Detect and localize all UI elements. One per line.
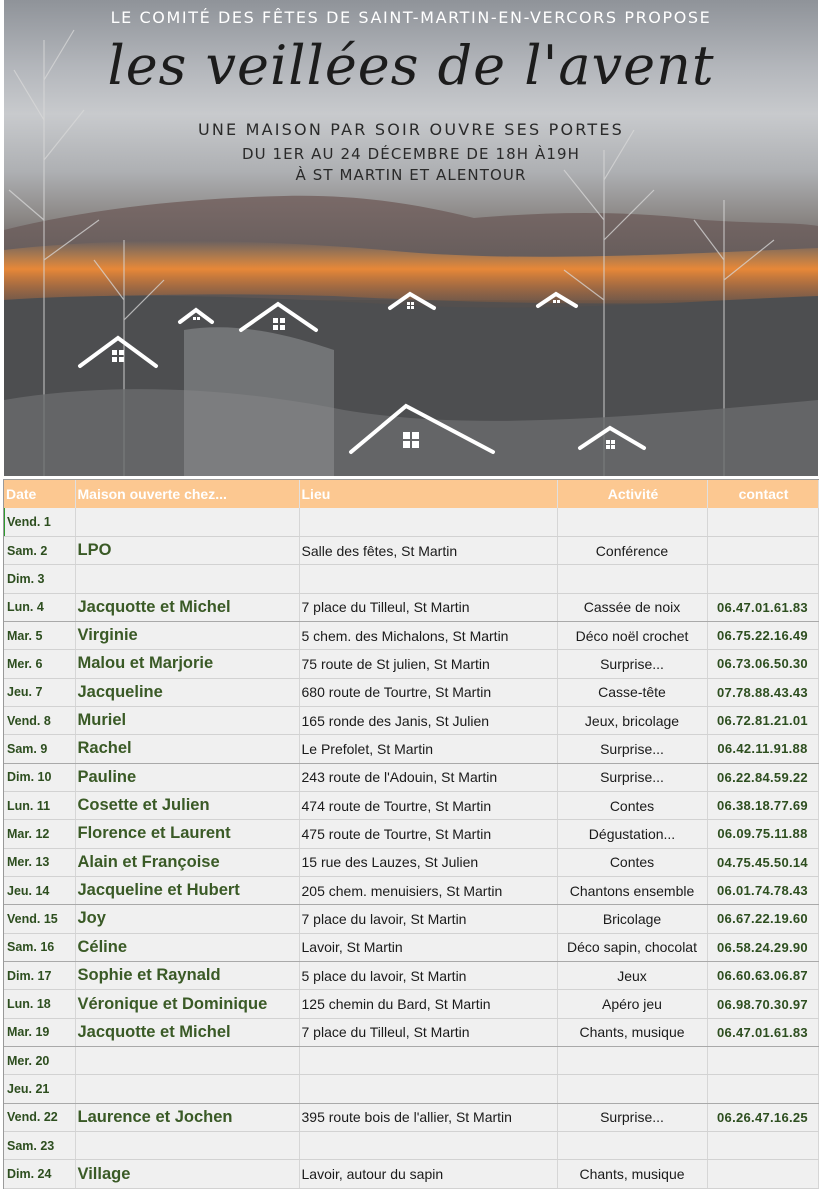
cell-lieu: Lavoir, autour du sapin [299, 1160, 557, 1188]
cell-contact: 06.01.74.78.43 [707, 876, 818, 904]
table-row [4, 876, 818, 904]
cell-activite: Jeux [557, 962, 707, 990]
banner-organizer-line: LE COMITÉ DES FÊTES DE SAINT-MARTIN-EN-VERCORS PROPOSE [110, 8, 712, 27]
cell-lieu: 15 rue des Lauzes, St Julien [299, 848, 557, 876]
table-row [4, 1047, 818, 1075]
cell-contact: 06.47.01.61.83 [707, 1018, 818, 1046]
cell-activite [557, 508, 707, 536]
cell-lieu: 7 place du lavoir, St Martin [299, 905, 557, 933]
cell-maison: Village [75, 1160, 299, 1188]
header-lieu: Lieu [299, 480, 557, 508]
cell-maison: Véronique et Dominique [75, 990, 299, 1018]
cell-lieu [299, 1075, 557, 1103]
cell-date: Lun. 11 [4, 791, 75, 819]
cell-contact [707, 1160, 818, 1188]
table-row [4, 735, 818, 763]
cell-contact: 07.78.88.43.43 [707, 678, 818, 706]
table-row [4, 593, 818, 621]
table-row [4, 990, 818, 1018]
cell-activite [557, 1075, 707, 1103]
cell-lieu: 205 chem. menuisiers, St Martin [299, 876, 557, 904]
table-row [4, 791, 818, 819]
cell-activite: Conférence [557, 536, 707, 564]
table-row [4, 763, 818, 791]
cell-maison: Sophie et Raynald [75, 962, 299, 990]
cell-lieu: 243 route de l'Adouin, St Martin [299, 763, 557, 791]
cell-activite: Chantons ensemble [557, 876, 707, 904]
cell-date: Vend. 22 [4, 1103, 75, 1131]
cell-date: Dim. 3 [4, 565, 75, 593]
cell-lieu: 475 route de Tourtre, St Martin [299, 820, 557, 848]
table-row [4, 565, 818, 593]
table-row [4, 621, 818, 649]
banner-subtitle: UNE MAISON PAR SOIR OUVRE SES PORTES [197, 120, 625, 139]
cell-activite: Surprise... [557, 735, 707, 763]
cell-date: Sam. 16 [4, 933, 75, 961]
cell-date: Sam. 23 [4, 1132, 75, 1160]
cell-maison: Malou et Marjorie [75, 650, 299, 678]
table-row [4, 536, 818, 564]
cell-lieu: 395 route bois de l'allier, St Martin [299, 1103, 557, 1131]
cell-contact [707, 1075, 818, 1103]
cell-activite: Chants, musique [557, 1160, 707, 1188]
cell-date: Dim. 24 [4, 1160, 75, 1188]
cell-lieu: Lavoir, St Martin [299, 933, 557, 961]
table-row [4, 905, 818, 933]
cell-activite: Déco noël crochet [557, 621, 707, 649]
table-row [4, 962, 818, 990]
cell-maison: Florence et Laurent [75, 820, 299, 848]
cell-maison: Pauline [75, 763, 299, 791]
cell-date: Vend. 1 [4, 508, 75, 536]
cell-maison [75, 565, 299, 593]
cell-maison: Cosette et Julien [75, 791, 299, 819]
cell-contact [707, 536, 818, 564]
cell-contact: 06.75.22.16.49 [707, 621, 818, 649]
cell-date: Mer. 13 [4, 848, 75, 876]
cell-lieu [299, 1132, 557, 1160]
cell-activite: Déco sapin, chocolat [557, 933, 707, 961]
table-row [4, 1103, 818, 1131]
cell-lieu: 5 chem. des Michalons, St Martin [299, 621, 557, 649]
cell-maison: Joy [75, 905, 299, 933]
cell-maison [75, 508, 299, 536]
table-row [4, 1075, 818, 1103]
cell-date: Mer. 6 [4, 650, 75, 678]
cell-date: Jeu. 21 [4, 1075, 75, 1103]
table-row [4, 848, 818, 876]
cell-contact: 06.73.06.50.30 [707, 650, 818, 678]
cell-date: Jeu. 7 [4, 678, 75, 706]
cell-maison [75, 1047, 299, 1075]
table-row [4, 678, 818, 706]
cell-activite: Dégustation... [557, 820, 707, 848]
cell-activite: Chants, musique [557, 1018, 707, 1046]
cell-activite: Bricolage [557, 905, 707, 933]
cell-lieu [299, 508, 557, 536]
cell-maison: Virginie [75, 621, 299, 649]
cell-contact: 06.98.70.30.97 [707, 990, 818, 1018]
cell-date: Dim. 17 [4, 962, 75, 990]
banner-dates: DU 1ER AU 24 DÉCEMBRE DE 18H À19H [241, 145, 581, 163]
cell-date: Mar. 19 [4, 1018, 75, 1046]
cell-contact [707, 565, 818, 593]
cell-maison: Jacqueline [75, 678, 299, 706]
cell-maison: Jacquotte et Michel [75, 1018, 299, 1046]
cell-contact [707, 508, 818, 536]
cell-maison: Alain et Françoise [75, 848, 299, 876]
cell-activite: Surprise... [557, 1103, 707, 1131]
cell-maison: Jacquotte et Michel [75, 593, 299, 621]
cell-activite [557, 1132, 707, 1160]
cell-maison: Muriel [75, 706, 299, 734]
cell-maison: LPO [75, 536, 299, 564]
cell-contact: 06.38.18.77.69 [707, 791, 818, 819]
cell-maison: Rachel [75, 735, 299, 763]
cell-activite [557, 1047, 707, 1075]
table-row [4, 1018, 818, 1046]
header-maison: Maison ouverte chez... [75, 480, 299, 508]
header-date: Date [4, 480, 75, 508]
cell-contact: 06.72.81.21.01 [707, 706, 818, 734]
cell-activite: Casse-tête [557, 678, 707, 706]
cell-contact: 06.67.22.19.60 [707, 905, 818, 933]
cell-activite [557, 565, 707, 593]
cell-activite: Surprise... [557, 650, 707, 678]
cell-activite: Surprise... [557, 763, 707, 791]
cell-contact: 06.47.01.61.83 [707, 593, 818, 621]
cell-activite: Contes [557, 791, 707, 819]
cell-date: Mar. 12 [4, 820, 75, 848]
cell-lieu: Le Prefolet, St Martin [299, 735, 557, 763]
schedule-table [4, 480, 819, 1189]
cell-contact: 06.22.84.59.22 [707, 763, 818, 791]
cell-date: Mar. 5 [4, 621, 75, 649]
cell-date: Vend. 15 [4, 905, 75, 933]
cell-date: Jeu. 14 [4, 876, 75, 904]
cell-lieu: 5 place du lavoir, St Martin [299, 962, 557, 990]
banner-location: À ST MARTIN ET ALENTOUR [295, 166, 527, 184]
cell-activite: Cassée de noix [557, 593, 707, 621]
cell-lieu: 125 chemin du Bard, St Martin [299, 990, 557, 1018]
cell-lieu: 474 route de Tourtre, St Martin [299, 791, 557, 819]
header-activite: Activité [557, 480, 707, 508]
cell-lieu: 680 route de Tourtre, St Martin [299, 678, 557, 706]
cell-maison: Jacqueline et Hubert [75, 876, 299, 904]
cell-contact: 06.26.47.16.25 [707, 1103, 818, 1131]
cell-contact: 06.60.63.06.87 [707, 962, 818, 990]
cell-activite: Contes [557, 848, 707, 876]
event-banner [4, 0, 818, 476]
table-row [4, 1160, 818, 1188]
table-row [4, 508, 818, 536]
header-contact: contact [707, 480, 818, 508]
cell-lieu: 7 place du Tilleul, St Martin [299, 593, 557, 621]
table-row [4, 706, 818, 734]
cell-maison [75, 1132, 299, 1160]
cell-lieu [299, 1047, 557, 1075]
cell-date: Sam. 9 [4, 735, 75, 763]
cell-date: Sam. 2 [4, 536, 75, 564]
cell-maison [75, 1075, 299, 1103]
cell-date: Lun. 18 [4, 990, 75, 1018]
cell-date: Mer. 20 [4, 1047, 75, 1075]
cell-lieu: Salle des fêtes, St Martin [299, 536, 557, 564]
cell-date: Vend. 8 [4, 706, 75, 734]
table-row [4, 933, 818, 961]
cell-lieu: 7 place du Tilleul, St Martin [299, 1018, 557, 1046]
table-header-row [4, 480, 818, 508]
table-row [4, 1132, 818, 1160]
cell-lieu: 75 route de St julien, St Martin [299, 650, 557, 678]
cell-date: Lun. 4 [4, 593, 75, 621]
table-row [4, 650, 818, 678]
banner-title: les veillées de l'avent [107, 34, 715, 97]
cell-date: Dim. 10 [4, 763, 75, 791]
cell-lieu: 165 ronde des Janis, St Julien [299, 706, 557, 734]
cell-lieu [299, 565, 557, 593]
cell-contact: 06.09.75.11.88 [707, 820, 818, 848]
cell-contact: 06.42.11.91.88 [707, 735, 818, 763]
cell-contact [707, 1047, 818, 1075]
cell-maison: Laurence et Jochen [75, 1103, 299, 1131]
cell-activite: Apéro jeu [557, 990, 707, 1018]
schedule-sheet [3, 479, 819, 1189]
table-row [4, 820, 818, 848]
cell-contact [707, 1132, 818, 1160]
cell-contact: 04.75.45.50.14 [707, 848, 818, 876]
cell-maison: Céline [75, 933, 299, 961]
cell-activite: Jeux, bricolage [557, 706, 707, 734]
cell-contact: 06.58.24.29.90 [707, 933, 818, 961]
